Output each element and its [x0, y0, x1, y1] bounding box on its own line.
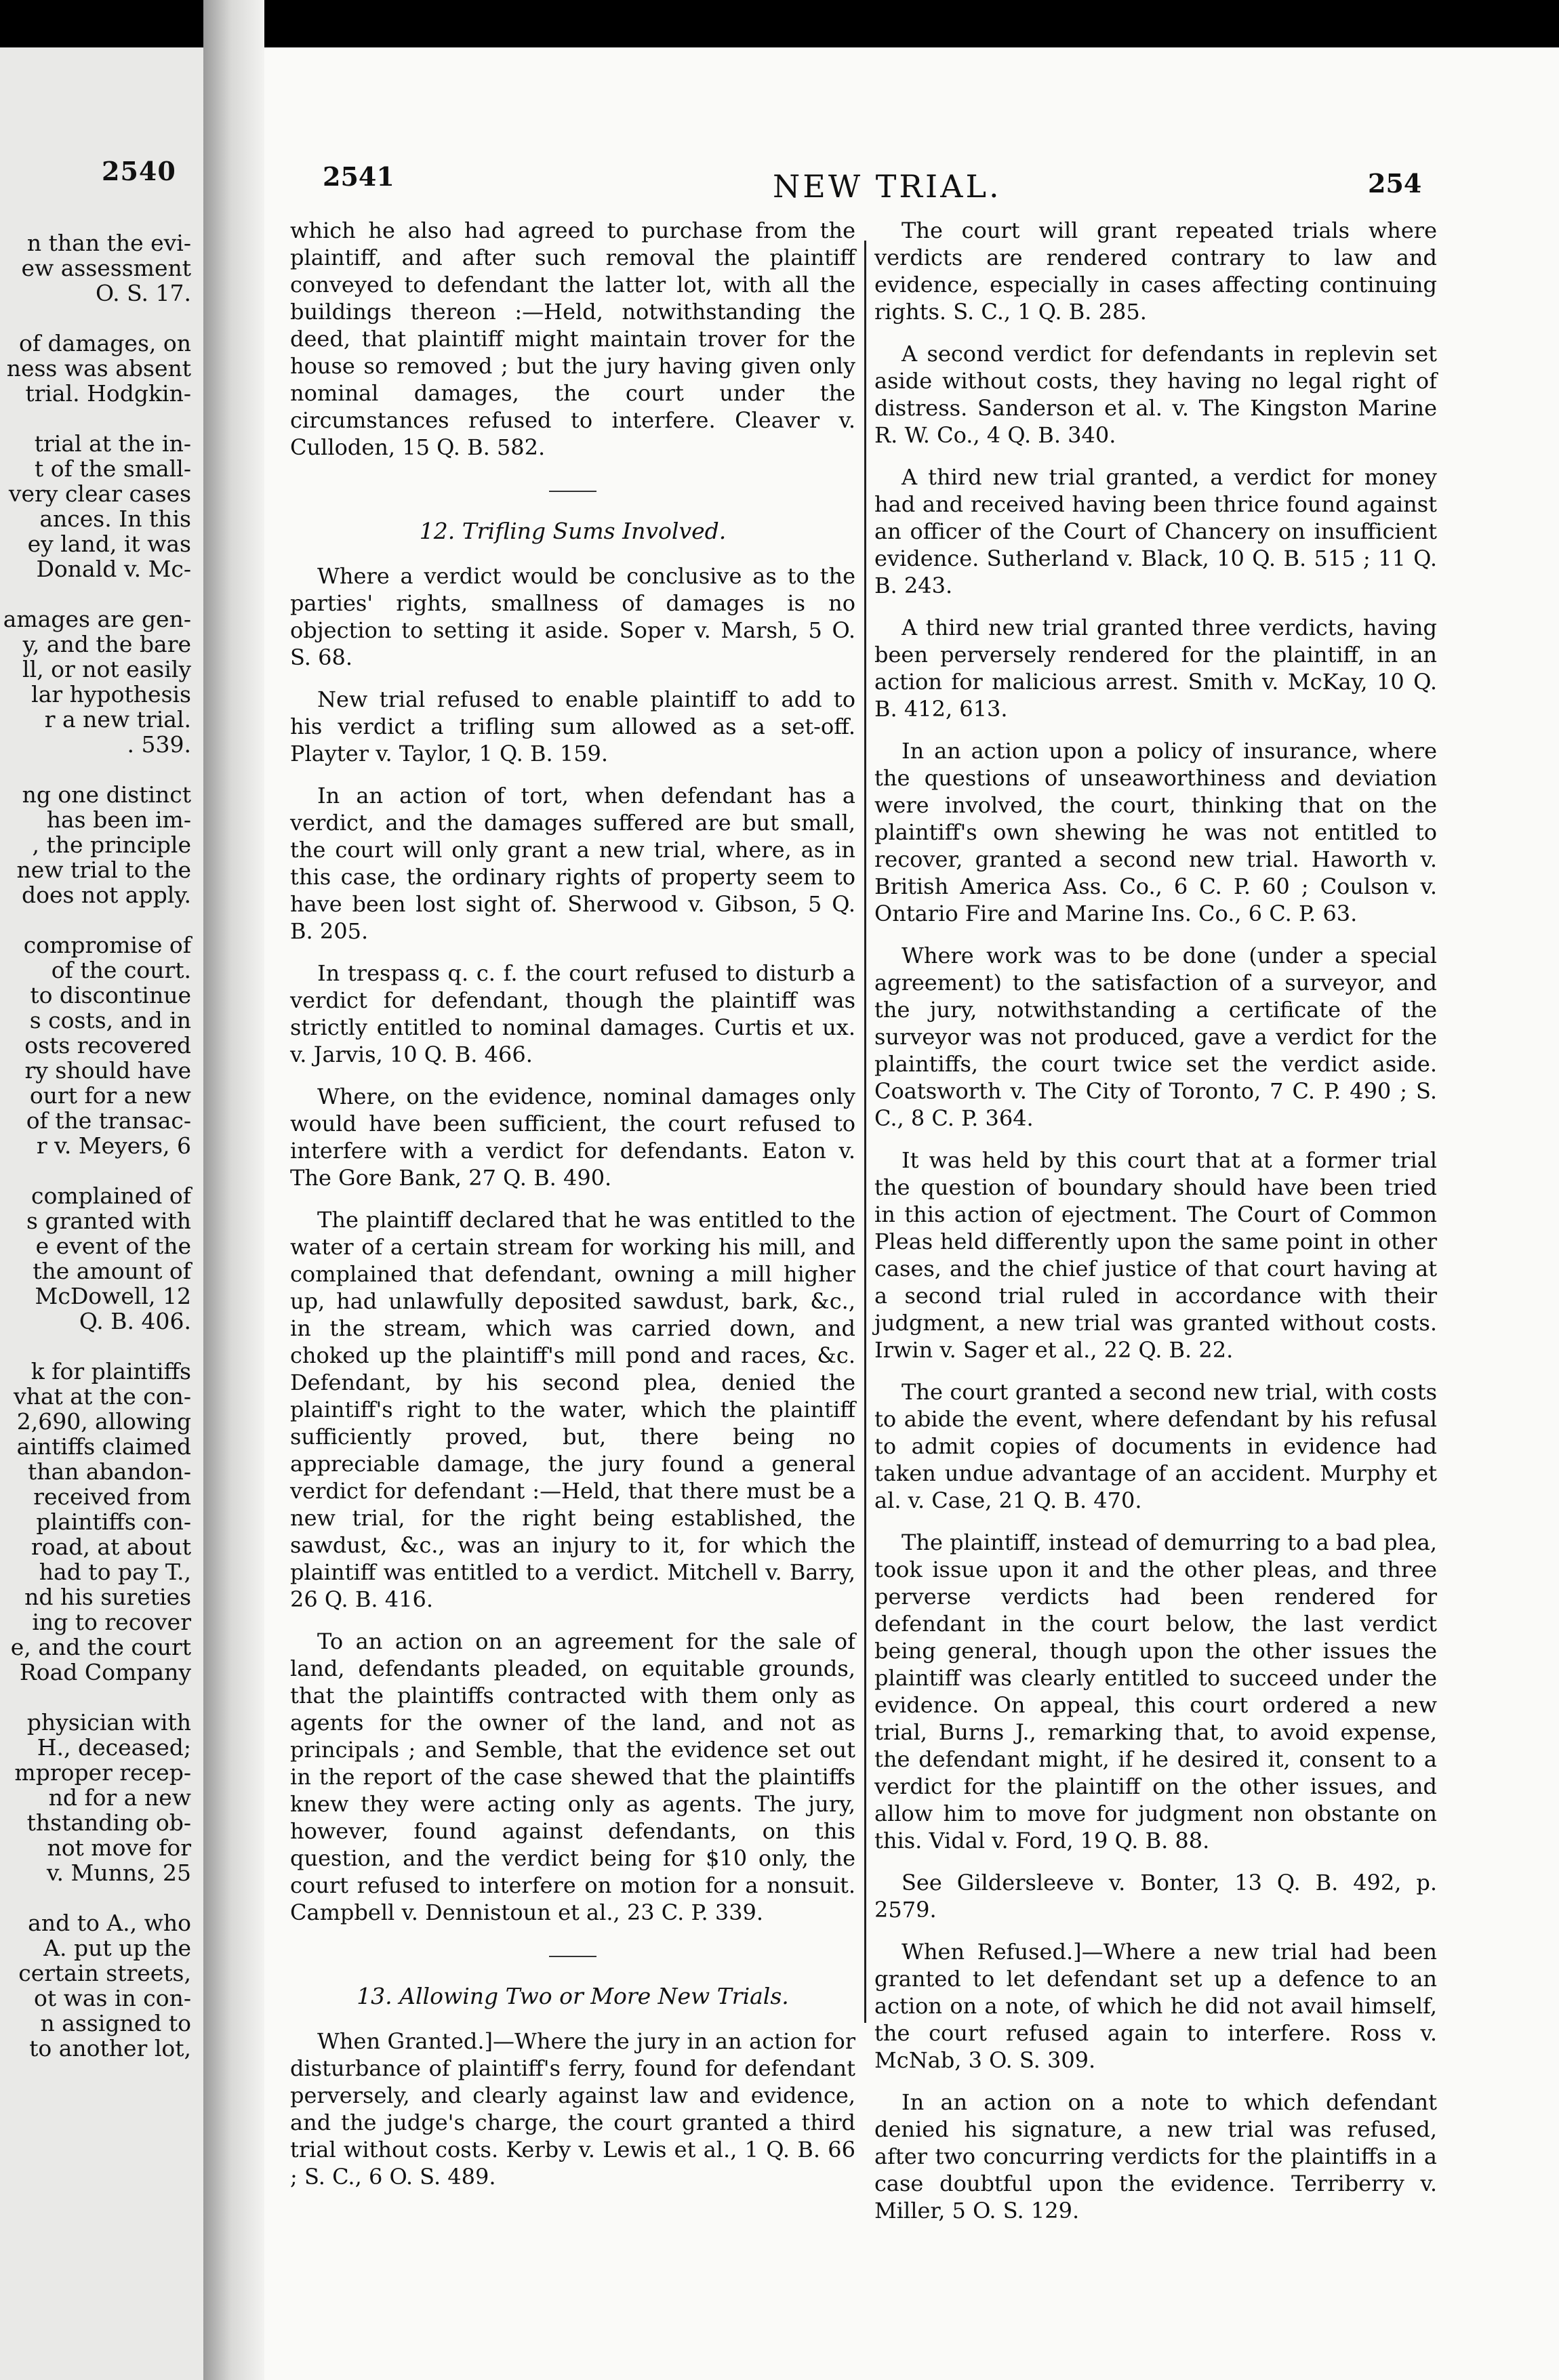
text-line: nd for a new: [48, 1784, 191, 1811]
paragraph: A third new trial granted three verdicts, having been perversely rendered for the plaintiff, in an action for malicious arrest. Smith v. McKay, 10 Q. B. 412, 613.: [874, 615, 1437, 722]
line-gap: [3, 1158, 191, 1183]
text-line: physician with: [26, 1709, 191, 1736]
text-line: Road Company: [19, 1659, 191, 1685]
text-line: ry should have: [24, 1057, 191, 1084]
text-line: aintiffs claimed: [16, 1433, 191, 1460]
paragraph: A third new trial granted, a verdict for money had and received having been thrice found against an officer of the Court of Chancery on insufficient evidence. Sutherland v. Black, 10 Q. B. 515 ; 11 Q. B. 243.: [874, 464, 1437, 598]
paragraph: A second verdict for defendants in replevin set aside without costs, they having no legal right of distress. Sanderson et al. v. The Kingston Marine R. W. Co., 4 Q. B. 340.: [874, 341, 1437, 448]
paragraph: In trespass q. c. f. the court refused to disturb a verdict for defendant, though the plaintiff was strictly entitled to nominal damages. Curtis et ux. v. Jarvis, 10 Q. B. 466.: [290, 960, 855, 1067]
text-line: trial. Hodgkin-: [25, 380, 191, 407]
text-line: compromise of: [23, 932, 191, 958]
page-number-right: 254: [1368, 168, 1422, 199]
text-line: n assigned to: [40, 2010, 191, 2036]
paragraph: The court granted a second new trial, with costs to abide the event, where defendant by his refusal to admit copies of documents in evidence had taken undue advantage of an accident. Murphy et al. v. Case, 21 Q. B. 470.: [874, 1379, 1437, 1513]
page-number-left: 2541: [323, 161, 394, 192]
text-line: vhat at the con-: [13, 1383, 191, 1410]
paragraph: New trial refused to enable plaintiff to add to his verdict a trifling sum allowed as a set-off. Playter v. Taylor, 1 Q. B. 159.: [290, 686, 855, 766]
line-gap: [3, 406, 191, 431]
text-line: ness was absent: [6, 355, 191, 382]
text-line: ll, or not easily: [22, 656, 191, 682]
text-line: k for plaintiffs: [31, 1358, 191, 1384]
text-line: new trial to the: [16, 857, 191, 883]
text-line: ourt for a new: [29, 1082, 191, 1109]
text-line: the amount of: [33, 1258, 191, 1284]
text-line: mproper recep-: [14, 1759, 191, 1786]
text-line: r v. Meyers, 6: [36, 1132, 191, 1159]
text-line: received from: [33, 1483, 191, 1510]
text-line: osts recovered: [24, 1032, 191, 1059]
section-divider: [549, 1956, 596, 1957]
paragraph: which he also had agreed to purchase from the plaintiff, and after such removal the plaintiff conveyed to defendant the latter lot, with all the buildings thereon :—Held, notwithstanding the deed, that plaintiff might maintain trover for the house so removed ; but the jury having given only nominal damages, the court under the circumstances refused to interfere. Cleaver v. Culloden, 15 Q. B. 582.: [290, 218, 855, 460]
paragraph: It was held by this court that at a former trial the question of boundary should have been tried in this action of ejectment. The Court of Common Pleas held differently upon the same point in other cases, and the chief justice of that court having at a second trial ruled in accordance with their judgment, a new trial was granted without costs. Irwin v. Sager et al., 22 Q. B. 22.: [874, 1147, 1437, 1363]
book-gutter: [203, 0, 264, 2380]
text-line: n than the evi-: [26, 230, 191, 256]
text-line: nd his sureties: [24, 1584, 191, 1610]
paragraph: To an action on an agreement for the sale of land, defendants pleaded, on equitable grounds, that the plaintiffs contracted with them only as agents for the owner of the land, and not as principals ; and Semble, that the evidence set out in the report of the case shewed that the plaintiffs knew they were acting only as agents. The jury, however, found against defendants, on this question, and the verdict being for $10 only, the court refused to interfere on motion for a nonsuit. Campbell v. Dennistoun et al., 23 C. P. 339.: [290, 1628, 855, 1925]
section-heading: 12. Trifling Sums Involved.: [419, 518, 727, 544]
paragraph: The plaintiff declared that he was entitled to the water of a certain stream for working his mill, and complained that defendant, owning a mill higher up, had unlawfully deposited sawdust, bark, &c., in the stream, which was carried down, and choked up the plaintiff's mill pond and races, &c. Defendant, by his second plea, denied the plaintiff's right to the water, which the plaintiff sufficiently proved, but, there being no appreciable damage, the jury found a general verdict for defendant :—Held, that there must be a new trial, for the right being established, the sawdust, &c., was an injury to it, for which the plaintiff was entitled to a verdict. Mitchell v. Barry, 26 Q. B. 416.: [290, 1207, 855, 1612]
column-rule: [864, 241, 866, 2023]
text-line: very clear cases: [8, 480, 191, 507]
text-line: ing to recover: [32, 1609, 191, 1635]
running-title: NEW TRIAL.: [773, 168, 1002, 205]
text-line: lar hypothesis: [31, 681, 191, 707]
section-heading: 13. Allowing Two or More New Trials.: [357, 1983, 789, 2009]
text-line: to another lot,: [29, 2035, 191, 2061]
left-page-number: 2540: [102, 156, 176, 186]
text-line: t of the small-: [34, 455, 191, 482]
column-right: [874, 217, 1437, 2239]
text-line: of the transac-: [26, 1107, 191, 1134]
text-line: does not apply.: [21, 882, 191, 908]
text-line: 2,690, allowing: [16, 1408, 191, 1435]
text-line: . 539.: [127, 731, 191, 758]
paragraph: See Gildersleeve v. Bonter, 13 Q. B. 492, p. 2579.: [874, 1870, 1437, 1923]
text-line: plaintiffs con-: [36, 1509, 191, 1535]
text-line: trial at the in-: [34, 430, 191, 457]
paragraph: The plaintiff, instead of demurring to a bad plea, took issue upon it and the other pleas, and three perverse verdicts had been rendered for defendant in the court below, the last verdict being general, though upon the other issues the plaintiff was clearly entitled to succeed under the evidence. On appeal, this court ordered a new trial, Burns J., remarking that, to avoid expense, the defendant might, if he desired it, consent to a verdict for the plaintiff on the other issues, and allow him to move for judgment non obstante on this. Vidal v. Ford, 19 Q. B. 88.: [874, 1530, 1437, 1853]
section-divider: [549, 491, 596, 492]
main-page: [264, 47, 1559, 2380]
text-line: McDowell, 12: [35, 1283, 191, 1309]
text-line: s costs, and in: [29, 1007, 191, 1033]
paragraph: In an action on a note to which defendant denied his signature, a new trial was refused, after two concurring verdicts for the plaintiffs in a case doubtful upon the evidence. Terriberry v. Miller, 5 O. S. 129.: [874, 2089, 1437, 2223]
text-line: ot was in con-: [33, 1985, 191, 2011]
left-page-text-fragments: [3, 230, 191, 2061]
line-gap: [3, 581, 191, 607]
line-gap: [3, 1885, 191, 1910]
line-gap: [3, 1685, 191, 1710]
paragraph: When Refused.]—Where a new trial had been granted to let defendant set up a defence to an action on a note, of which he did not avail himself, the court refused again to interfere. Ross v. McNab, 3 O. S. 309.: [874, 1939, 1437, 2073]
left-facing-page: [0, 47, 203, 2380]
text-line: Q. B. 406.: [79, 1308, 191, 1334]
text-line: of damages, on: [18, 330, 191, 356]
text-line: road, at about: [31, 1534, 191, 1560]
text-line: ew assessment: [21, 255, 191, 281]
text-line: than abandon-: [27, 1458, 191, 1485]
text-line: , the principle: [32, 832, 191, 858]
text-line: v. Munns, 25: [46, 1860, 191, 1886]
line-gap: [3, 757, 191, 782]
paragraph: In an action of tort, when defendant has a verdict, and the damages suffered are but small, the court will only grant a new trial, where, as in this case, the ordinary rights of property seem to have been lost sight of. Sherwood v. Gibson, 5 Q. B. 205.: [290, 783, 855, 944]
text-line: ng one distinct: [22, 781, 191, 808]
paragraph: Where work was to be done (under a special agreement) to the satisfaction of a surveyor, and the jury, notwithstanding a certificate of the surveyor was not produced, gave a verdict for the plaintiffs, the court twice set the verdict aside. Coatsworth v. The City of Toronto, 7 C. P. 490 ; S. C., 8 C. P. 364.: [874, 943, 1437, 1131]
text-line: to discontinue: [30, 982, 191, 1008]
paragraph: The court will grant repeated trials where verdicts are rendered contrary to law and evidence, especially in cases affecting continuing rights. S. C., 1 Q. B. 285.: [874, 218, 1437, 325]
text-line: and to A., who: [28, 1910, 191, 1936]
text-line: Donald v. Mc-: [36, 556, 191, 582]
paragraph: Where, on the evidence, nominal damages only would have been sufficient, the court refused to interfere with a verdict for defendants. Eaton v. The Gore Bank, 27 Q. B. 490.: [290, 1084, 855, 1191]
text-line: thstanding ob-: [26, 1809, 191, 1836]
text-line: of the court.: [51, 957, 191, 983]
paragraph: In an action upon a policy of insurance, where the questions of unseaworthiness and deviation were involved, the court, thinking that on the plaintiff's own shewing he was not entitled to recover, granted a second new trial. Haworth v. British America Ass. Co., 6 C. P. 60 ; Coulson v. Ontario Fire and Marine Ins. Co., 6 C. P. 63.: [874, 738, 1437, 926]
text-line: y, and the bare: [22, 631, 191, 657]
text-line: e, and the court: [10, 1634, 191, 1660]
line-gap: [3, 306, 191, 331]
paragraph: Where a verdict would be conclusive as to the parties' rights, smallness of damages is no objection to setting it aside. Soper v. Marsh, 5 O. S. 68.: [290, 563, 855, 670]
text-line: r a new trial.: [44, 706, 191, 733]
text-line: not move for: [47, 1834, 191, 1861]
text-line: had to pay T.,: [39, 1559, 191, 1585]
paragraph: When Granted.]—Where the jury in an action for disturbance of plaintiff's ferry, found for defendant perversely, and clearly against law and evidence, and the judge's charge, the court granted a third trial without costs. Kerby v. Lewis et al., 1 Q. B. 66 ; S. C., 6 O. S. 489.: [290, 2028, 855, 2190]
text-line: H., deceased;: [37, 1734, 191, 1761]
text-line: certain streets,: [18, 1960, 191, 1986]
text-line: has been im-: [46, 806, 191, 833]
text-line: s granted with: [26, 1208, 191, 1234]
text-line: complained of: [31, 1183, 191, 1209]
text-line: amages are gen-: [3, 606, 191, 632]
text-line: e event of the: [35, 1233, 191, 1259]
line-gap: [3, 907, 191, 932]
line-gap: [3, 1334, 191, 1359]
text-line: O. S. 17.: [96, 280, 191, 306]
text-line: A. put up the: [43, 1935, 191, 1961]
text-line: ey land, it was: [27, 531, 191, 557]
text-line: ances. In this: [39, 506, 191, 532]
column-left: [290, 217, 855, 2205]
